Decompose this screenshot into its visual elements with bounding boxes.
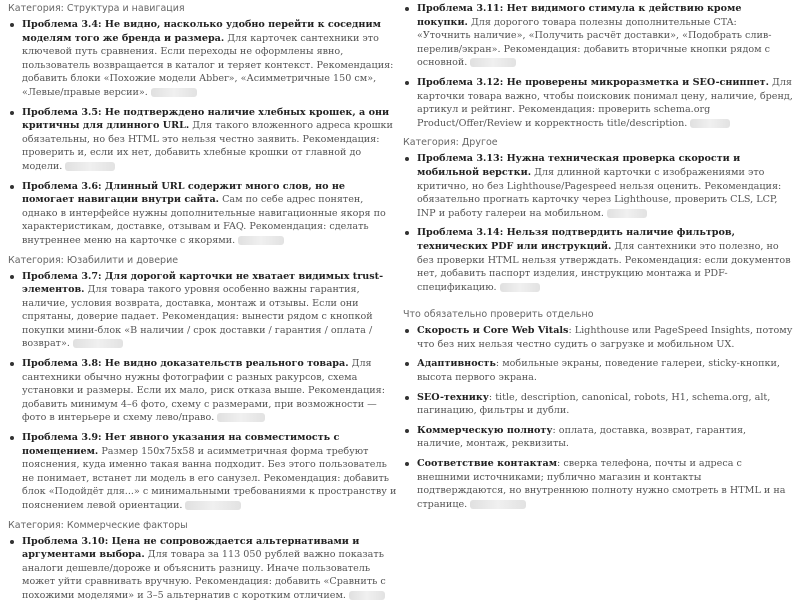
check-text: : оплата, доставка, возврат, гарантия, наличие, монтаж, реквизиты. (417, 424, 747, 450)
problem-title: Проблема 3.12: Не проверены микроразметка и SEO-сниппет. (417, 76, 769, 88)
section-gap (403, 300, 793, 308)
list-item (8, 535, 398, 603)
blurred-link (470, 500, 526, 509)
check-text: : мобильные экраны, поведение галереи, sticky-кнопки, высота первого экрана. (417, 358, 780, 384)
problem-title: Проблема 3.13: Нужна техническая проверка скорости и мобильной верстки. (417, 153, 741, 178)
check-text: : Lighthouse или PageSpeed Insights, потому что без них нельзя честно судить о загрузке и мобильном UX. (417, 325, 793, 350)
right-column (403, 2, 793, 517)
check-text: : title, description, canonical, robots, H1, schema.org, alt, пагинацию, фильтры и дубли. (417, 391, 771, 417)
category-label: Категория: Другое (403, 137, 498, 149)
problem-text: Для такого вложенного адреса крошки обязательны, но без HTML это нельзя честно заявить. Рекомендация: проверить и, если их нет, добавить хлебные крошки от главной до модели. (22, 120, 393, 172)
problem-title: Проблема 3.10: Цена не сопровождается альтернативами и аргументами выбора. (22, 535, 360, 561)
check-title: Соответствие контактам (417, 458, 558, 470)
list-item (8, 106, 398, 174)
list-item (403, 357, 793, 384)
problem-text: Для карточки товара важно, чтобы поисковик понимал цену, наличие, бренд, артикул и рейтинг. Рекомендация: проверить schema.org Product/Offer/Review и корректность title/description. (417, 76, 793, 129)
list-item (403, 457, 793, 511)
blurred-link (470, 58, 516, 67)
blurred-link (607, 209, 647, 218)
list-item (403, 2, 793, 70)
blurred-link (500, 283, 540, 292)
blurred-link (65, 162, 115, 171)
problem-title: Проблема 3.8: Не видно доказательств реального товара. (22, 358, 349, 370)
problem-text: Для сантехники обычно нужны фотографии с разных ракурсов, схема установки и размеры. Если их мало, риск отказа выше. Рекомендация: добавить минимум 4–6 фото, схему с размерами, при возможности — фото в интерьере и схему лево/право. (22, 358, 385, 424)
check-title: Адаптивность (417, 358, 496, 370)
list-item (403, 324, 793, 351)
category-label: Категория: Коммерческие факторы (8, 519, 188, 531)
category-label: Категория: Юзабилити и доверие (8, 254, 179, 266)
problem-text: Для дорогого товара полезны дополнительные CTA: «Уточнить наличие», «Получить расчёт доставки», «Подобрать слив-перелив/экран». Рекомендация: добавить вторичные кнопки рядом с основной. (417, 16, 772, 69)
problem-text: Размер 150x75x58 и асимметричная форма требуют пояснения, куда именно такая ванна подходит. Без этого пользователь не понимает, встанет ли модель в его санузел. Рекомендация: добавить блок «Подойдёт для...» с минимальными требованиями к пространству и пояснением левой ориентации. (22, 445, 397, 511)
problem-list (403, 2, 793, 130)
blurred-link (185, 501, 241, 510)
problem-title: Проблема 3.6: Длинный URL содержит много слов, но не помогает навигации внутри сайта. (22, 180, 345, 206)
check-title: Скорость и Core Web Vitals (417, 325, 569, 337)
check-title: Коммерческую полноту (417, 424, 553, 436)
problem-text: Для длинной карточки с изображениями это критично, но без Lighthouse/Pagespeed нельзя оценить. Рекомендация: обязательно прогнать карточку через Lighthouse, проверить CLS, LCP, INP и работу галереи на мобильном. (417, 166, 782, 219)
problem-title: Проблема 3.14: Нельзя подтвердить наличие фильтров, технических PDF или инструкций. (417, 227, 735, 252)
list-item (8, 357, 398, 425)
problem-text: Для сантехники это полезно, но без проверки HTML нельзя утверждать. Рекомендация: если документов нет, добавить паспорт изделия, инструкцию монтажа и PDF-спецификацию. (417, 240, 791, 293)
list-item (403, 226, 793, 294)
blurred-link (151, 88, 197, 97)
blurred-link (217, 413, 265, 422)
problem-list (8, 535, 398, 603)
problem-title: Проблема 3.4: Не видно, насколько удобно перейти к соседним моделям того же бренда и размера. (22, 19, 381, 44)
list-item (8, 180, 398, 248)
problem-title: Проблема 3.11: Нет видимого стимула к действию кроме покупки. (417, 3, 742, 28)
blurred-link (349, 591, 385, 600)
problem-list (8, 270, 398, 513)
category-label: Категория: Структура и навигация (8, 3, 185, 14)
list-item (403, 152, 793, 220)
problem-list (403, 152, 793, 294)
blurred-link (73, 339, 123, 348)
problem-text: Для товара за 113 050 рублей важно показать аналоги дешевле/дороже и объяснить разницу. Иначе пользователь может уйти сравнивать вручную. Рекомендация: добавить «Сравнить с похожими моделями» и 3–5 альтернатив с коротким отличием. (22, 549, 386, 601)
problem-title: Проблема 3.9: Нет явного указания на совместимость с помещением. (22, 432, 340, 457)
problem-title: Проблема 3.7: Для дорогой карточки не хватает видимых trust-элементов. (22, 270, 384, 296)
problem-text: Для карточек сантехники это ключевой путь сравнения. Если переходы не оформлены явно, пользователь возвращается в каталог и теряет контекст. Рекомендация: добавить блоки «Похожие модели Abber», «Асимметричные 150 см», «Левые/правые версии». (22, 32, 394, 98)
blurred-link (690, 119, 730, 128)
check-title: SEO-технику (417, 391, 489, 403)
list-item (8, 431, 398, 513)
problem-title: Проблема 3.5: Не подтверждено наличие хлебных крошек, а они критичны для длинного URL. (22, 106, 390, 132)
list-item (403, 391, 793, 418)
list-item (8, 18, 398, 100)
check-text: : сверка телефона, почты и адреса с внешними источниками; публично магазин и контакты подтверждаются, но внутреннюю полноту нужно смотреть в HTML и на странице. (417, 458, 786, 510)
checklist (403, 324, 793, 511)
problem-text: Для товара такого уровня особенно важны гарантия, наличие, условия возврата, доставка, монтаж и отзывы. Если они спрятаны, доверие падает. Рекомендация: вынести рядом с кнопкой покупки мини-блок «В наличии / срок доставки / гарантия / оплата / возврат». (22, 284, 373, 350)
list-item (403, 424, 793, 451)
left-column (8, 2, 398, 609)
checklist-heading: Что обязательно проверить отдельно (403, 309, 594, 321)
list-item (8, 270, 398, 352)
problem-list (8, 18, 398, 248)
list-item (403, 76, 793, 130)
blurred-link (238, 236, 284, 245)
problem-text: Сам по себе адрес понятен, однако в интерфейсе нужны дополнительные навигационные якоря по характеристикам, доставке, отзывам и FAQ. Рекомендация: сделать внутреннее меню на карточке с якорями. (22, 194, 386, 246)
